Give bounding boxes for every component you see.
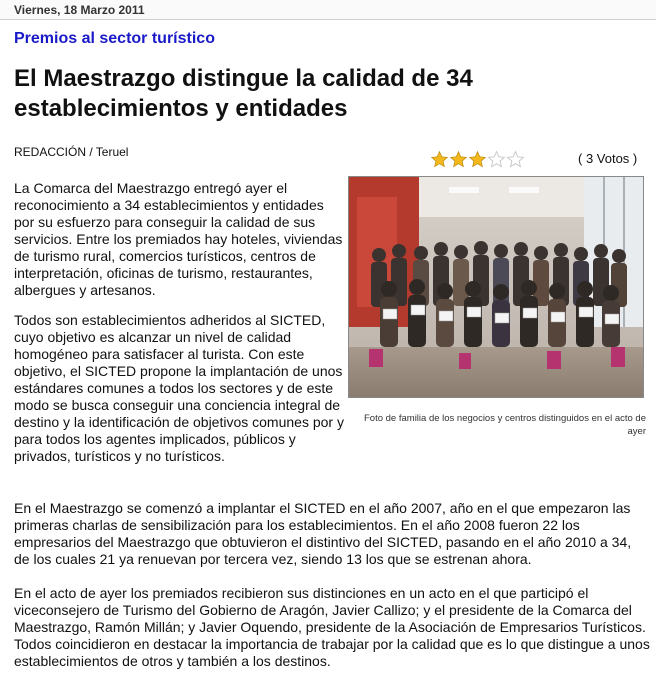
group-photo bbox=[348, 176, 644, 398]
paragraph-2: Todos son establecimientos adheridos al SICTED, cuyo objetivo es alcanzar un nivel de calidad homogéneo para satisfacer al turista. Con este objetivo, el SICTED propone la implantación de unos estándares comunes a todos los sectores y de este modo se busca conseguir una conciencia integral de destino y la identificación de objetivos comunes por y para todos los agentes implicados, públicos y privados, turísticos y no turísticos. bbox=[14, 312, 344, 464]
paragraph-4: En el acto de ayer los premiados recibieron sus distinciones en un acto en el que participó el viceconsejero de Turismo del Gobierno de Aragón, Javier Callizo; y el presidente de la Comarca del Maestrazgo, Ramón Millán; y Javier Oquendo, presidente de la Asociación de Empresarios Turísticos. Todos coincidieron en destacar la importancia de trabajar por la calidad que es lo que distingue a unos establecimientos de otros y también a los destinos. bbox=[14, 585, 650, 669]
star-icon-4[interactable] bbox=[487, 150, 506, 169]
star-rating[interactable] bbox=[430, 148, 525, 170]
star-icon-3[interactable] bbox=[468, 150, 487, 169]
headline-line-1: El Maestrazgo distingue la calidad de 34 bbox=[14, 65, 473, 92]
paragraph-1: La Comarca del Maestrazgo entregó ayer el reconocimiento a 34 establecimientos y entidades por su esfuerzo para conseguir la calidad de sus servicios. Entre los premiados hay hoteles, viviendas de turismo rural, comercios turísticos, centros de interpretación, oficinas de turismo, restaurantes, albergues y artesanos. bbox=[14, 180, 343, 298]
publication-date: Viernes, 18 Marzo 2011 bbox=[14, 3, 145, 17]
star-icon-1[interactable] bbox=[430, 150, 449, 169]
star-icon-5[interactable] bbox=[506, 150, 525, 169]
photo-caption: Foto de familia de los negocios y centros distinguidos en el acto de ayer bbox=[364, 413, 646, 437]
date-bar bbox=[0, 0, 656, 20]
headline bbox=[14, 64, 634, 124]
headline-line-2: establecimientos y entidades bbox=[14, 95, 348, 122]
group-photo-illustration bbox=[349, 177, 643, 397]
byline: REDACCIÓN / Teruel bbox=[14, 145, 129, 159]
votes-count: ( 3 Votos ) bbox=[578, 151, 638, 166]
section-title[interactable]: Premios al sector turístico bbox=[14, 30, 215, 47]
star-icon-2[interactable] bbox=[449, 150, 468, 169]
paragraph-3: En el Maestrazgo se comenzó a implantar el SICTED en el año 2007, año en el que empezaron las primeras charlas de sensibilización para los establecimientos. En el año 2008 fueron 22 los empresarios del Maestrazgo que obtuvieron el distintivo del SICTED, pasando en el año 2010 a 34, de los cuales 21 ya renuevan por tercera vez, siendo 13 los que se estrenan ahora. bbox=[14, 500, 632, 567]
